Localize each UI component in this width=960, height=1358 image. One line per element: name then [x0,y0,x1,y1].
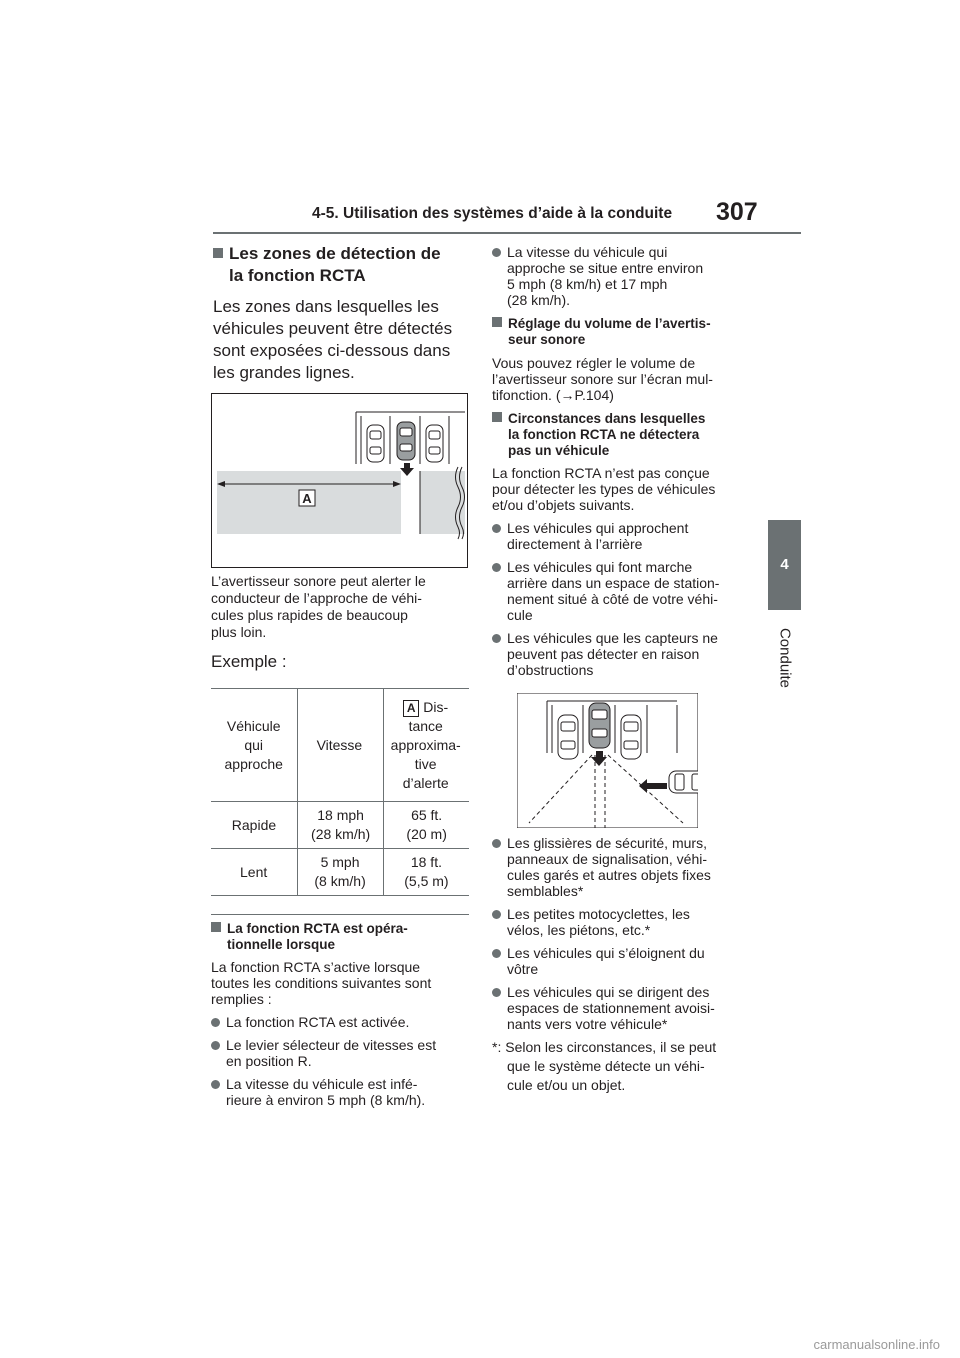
bullet-icon [211,1080,220,1089]
circumstances-text: La fonction RCTA n’est pas conçue pour détecter les types de véhicules et/ou d’objets suivants. [492,465,716,513]
list-item: La vitesse du véhicule qui approche se situe entre environ 5 mph (8 km/h) et 17 mph (28 km/h). [492,244,757,308]
bullet-icon [492,524,501,533]
list-item: Les véhicules qui s’éloignent du vôtre [492,945,757,977]
table-header-row [211,689,469,801]
table-row: Rapide 18 mph (28 km/h) 65 ft. (20 m) [231,807,447,842]
bullet-icon [492,563,501,572]
section-title: 4-5. Utilisation des systèmes d’aide à la conduite [312,205,673,222]
table-bottom-rule [211,895,469,896]
left-column [213,243,473,384]
rcta-zones-intro: Les zones dans lesquelles les véhicules peuvent être détectés sont exposées ci-dessous dans les grandes lignes. [213,297,453,382]
table-col-divider [297,688,298,896]
header-speed: Vitesse [316,736,363,753]
list-item: Le levier sélecteur de vitesses est en position R. [211,1037,473,1069]
list-item: Les véhicules qui approchent directement à l’arrière [492,520,757,552]
list-item: Les petites motocyclettes, les vélos, les piétons, etc.* [492,906,757,938]
bullet-icon [492,949,501,958]
volume-heading: Réglage du volume de l’avertis- seur sonore [492,316,757,348]
bullet-icon [492,988,501,997]
list-item: Les glissières de sécurité, murs, panneaux de signalisation, véhi- cules garés et autres objets fixes semblables* [492,835,757,899]
detection-zone-figure [211,393,468,568]
rcta-zones-heading: Les zones de détection de la fonction RCTA [213,243,473,287]
list-item: La vitesse du véhicule est infé- rieure à environ 5 mph (8 km/h). [211,1076,473,1108]
section-rule [211,914,469,915]
left-column-continued [211,573,473,673]
operational-heading: La fonction RCTA est opéra- tionnelle lorsque [211,921,473,953]
watermark: carmanualsonline.info [813,1337,940,1352]
chapter-tab[interactable]: 4 [768,520,801,610]
heading-square-icon [211,922,221,932]
right-column-continued [492,835,757,1095]
operational-text: La fonction RCTA s’active lorsque toutes les conditions suivantes sont remplies : [211,959,432,1007]
list-item: La fonction RCTA est activée. [211,1014,473,1030]
zone-a-label: A [302,491,312,506]
header-approaching: Véhicule qui approche [224,717,283,772]
table-col-divider [383,688,384,896]
header-distance: A Dis- tance approxima- tive d’alerte [390,698,461,791]
bullet-icon [211,1018,220,1027]
right-column [492,244,757,678]
table-row: Lent 5 mph (8 km/h) 18 ft. (5,5 m) [240,854,449,889]
circumstances-heading: Circonstances dans lesquelles la fonction RCTA ne détectera pas un véhicule [492,411,757,459]
zone-a-box: A [403,700,419,717]
bullet-icon [492,839,501,848]
list-item: Les véhicules qui font marche arrière dans un espace de station- nement situé à côté de votre véhi- cule [492,559,757,623]
volume-text: Vous pouvez régler le volume de l’avertisseur sonore sur l’écran mul- tifonction. (→P.104) [492,355,713,403]
example-label: Exemple : [211,652,287,671]
bullet-icon [492,910,501,919]
heading-square-icon [492,412,502,422]
list-item: Les véhicules que les capteurs ne peuvent pas détecter en raison d’obstructions [492,630,757,678]
operational-section [211,921,473,1108]
header-rule [213,232,801,234]
alert-distance-text: L’avertisseur sonore peut alerter le conducteur de l’approche de véhi- cules plus rapides de beaucoup plus loin. [211,573,426,640]
page-number: 307 [716,198,758,226]
list-item: Les véhicules qui se dirigent des espaces de stationnement avoisi- nants vers votre véhicule* [492,984,757,1032]
heading-square-icon [492,317,502,327]
chapter-label: Conduite [776,627,794,689]
bullet-icon [492,634,501,643]
bullet-icon [211,1041,220,1050]
bullet-icon [492,248,501,257]
heading-square-icon [213,248,223,258]
speed-distance-table [211,688,469,896]
footnote: *: Selon les circonstances, il se peut que le système détecte un véhi- cule et/ou un objet. [492,1039,717,1093]
obstruction-figure [517,693,698,828]
